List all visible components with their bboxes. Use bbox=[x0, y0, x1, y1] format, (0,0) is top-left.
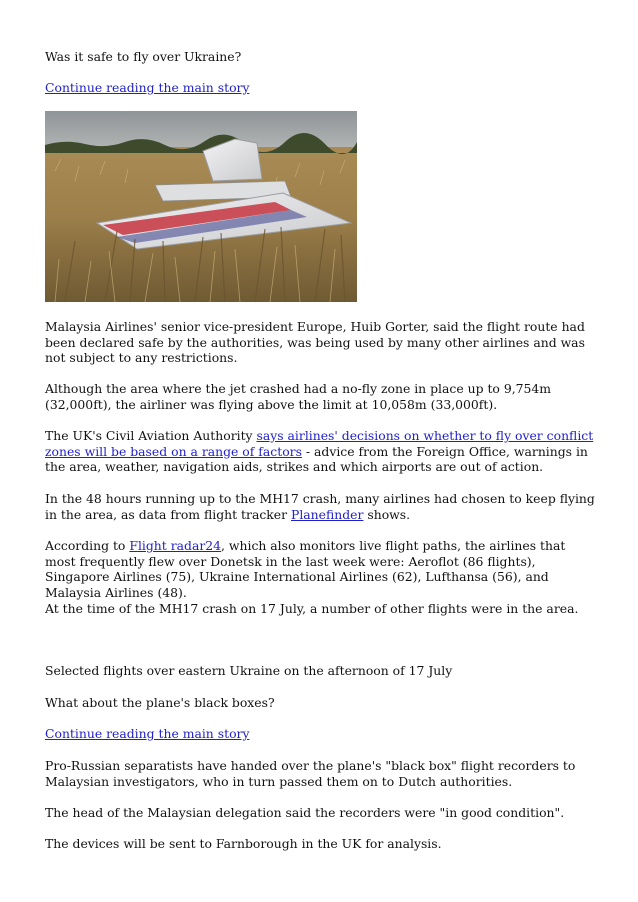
caa-text-before: The UK's Civil Aviation Authority bbox=[45, 428, 257, 443]
selected-flights-caption: Selected flights over eastern Ukraine on the afternoon of 17 July bbox=[45, 663, 453, 678]
paragraph-other-flights: At the time of the MH17 crash on 17 July, a number of other flights were in the area. bbox=[45, 601, 579, 616]
wing-wreckage-image bbox=[45, 111, 357, 302]
paragraph-civil-aviation-authority bbox=[45, 428, 597, 475]
planefinder-link[interactable]: Planefinder bbox=[290, 506, 364, 522]
continue-reading-link[interactable]: Continue reading the main story bbox=[45, 80, 250, 95]
continue-reading-link-2-container bbox=[45, 726, 597, 742]
hours-text-after: shows. bbox=[363, 506, 411, 522]
subheading-black-boxes: What about the plane's black boxes? bbox=[45, 695, 275, 710]
radar-text-after: , which also monitors live flight paths, the airlines that most frequently flew over Donetsk in the last week were: Aeroflot (86 flights), Singapore Airlines (75), Ukraine International Airlines (62), Lufthansa (56), and Malaysia Airlines (48). bbox=[45, 538, 566, 600]
wreckage-photo bbox=[45, 111, 357, 302]
paragraph-flight-radar bbox=[45, 538, 597, 600]
caa-factors-link[interactable]: says airlines' decisions on whether to fly over conflict zones will be based on a range of factors bbox=[45, 428, 594, 459]
caa-text-after: - advice from the Foreign Office, warnings in the area, weather, navigation aids, strikes and which airports are out of action. bbox=[45, 443, 588, 475]
continue-reading-link[interactable]: Continue reading the main story bbox=[45, 726, 250, 741]
paragraph-gorter: Malaysia Airlines' senior vice-president Europe, Huib Gorter, said the flight route had been declared safe by the authorities, was being used by many other airlines and was not subject to any restrictions. bbox=[45, 319, 585, 366]
paragraph-handed-over: Pro-Russian separatists have handed over the plane's "black box" flight recorders to Malaysian investigators, who in turn passed them on to Dutch authorities. bbox=[45, 758, 576, 789]
paragraph-good-condition: The head of the Malaysian delegation said the recorders were "in good condition". bbox=[45, 805, 565, 820]
subheading-safe-to-fly: Was it safe to fly over Ukraine? bbox=[45, 49, 242, 64]
flight-radar24-link[interactable]: Flight radar24 bbox=[129, 538, 222, 553]
paragraph-48-hours bbox=[45, 491, 597, 522]
hours-text-before: In the 48 hours running up to the MH17 crash, many airlines had chosen to keep flying in the area, as data from flight tracker bbox=[45, 491, 595, 522]
paragraph-no-fly-zone: Although the area where the jet crashed had a no-fly zone in place up to 9,754m (32,000ft), the airliner was flying above the limit at 10,058m (33,000ft). bbox=[45, 381, 552, 412]
continue-reading-link-1-container bbox=[45, 80, 597, 96]
paragraph-farnborough: The devices will be sent to Farnborough in the UK for analysis. bbox=[45, 836, 442, 851]
radar-text-before: According to bbox=[45, 538, 130, 553]
